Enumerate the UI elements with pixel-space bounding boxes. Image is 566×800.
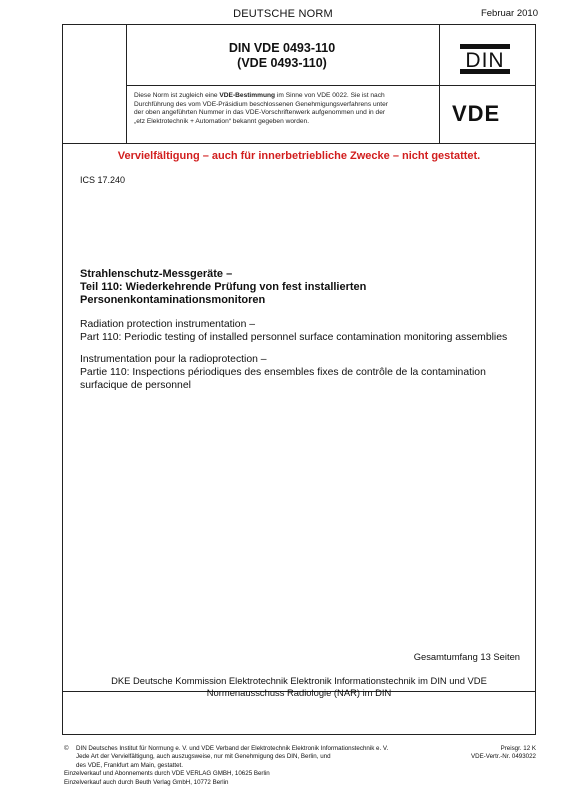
ics-code: ICS 17.240 <box>80 175 126 185</box>
vde-note-rest: im Sinne von VDE 0022. Sie ist nach <box>275 92 385 99</box>
document-number <box>126 41 438 71</box>
title-english-line2: Part 110: Periodic testing of installed personnel surface contamination monitoring assemblies <box>80 332 508 343</box>
copyright-footer <box>64 745 434 787</box>
title-german-line2: Teil 110: Wiederkehrende Prüfung von fest installierten <box>80 281 367 293</box>
issue-date: Februar 2010 <box>480 8 538 19</box>
frame-rule-header <box>63 143 535 144</box>
copyright-line3: des VDE, Frankfurt am Main, gestattet. <box>76 761 183 769</box>
document-number-primary: DIN VDE 0493-110 <box>228 41 336 55</box>
sales-line1: Einzelverkauf und Abonnements durch VDE VERLAG GMBH, 10625 Berlin <box>64 770 270 778</box>
vde-note-line3: der oben angeführten Nummer in das VDE-Vorschriftenwerk aufgenommen und in der <box>134 109 386 117</box>
title-french-line1: Instrumentation pour la radioprotection – <box>80 354 267 365</box>
title-french-line3: surfacique de personnel <box>80 380 191 391</box>
title-german <box>80 268 520 307</box>
title-english-line1: Radiation protection instrumentation – <box>80 319 256 330</box>
vde-note-line2: Durchführung des vom VDE-Präsidium beschlossenen Genehmigungsverfahrens unter <box>134 100 388 108</box>
vde-note-line4: „etz Elektrotechnik + Automation“ bekannt gegeben worden. <box>134 117 310 125</box>
din-logo <box>459 43 511 80</box>
frame-rule-logo <box>126 85 536 86</box>
vde-designation-note <box>134 92 434 126</box>
svg-text:DIN: DIN <box>465 49 505 72</box>
title-german-line1: Strahlenschutz-Messgeräte – <box>80 268 233 280</box>
committee-line2: Normenausschuss Radiologie (NAR) im DIN <box>206 687 392 698</box>
vde-order-number: VDE-Vertr.-Nr. 0493022 <box>471 753 536 761</box>
price-info <box>471 745 536 762</box>
vde-logo <box>452 101 500 127</box>
title-french-line2: Partie 110: Inspections périodiques des ensembles fixes de contrôle de la contamination <box>80 367 486 378</box>
reproduction-notice: Vervielfältigung – auch für innerbetriebliche Zwecke – nicht gestattet. <box>117 150 481 162</box>
copyright-symbol: © <box>64 745 69 752</box>
vde-logo-text: VDE <box>452 101 501 126</box>
committee-line1: DKE Deutsche Kommission Elektrotechnik Elektronik Informationstechnik im DIN und VDE <box>111 675 487 686</box>
price-group: Preisgr. 12 K <box>500 745 536 752</box>
total-pages: Gesamtumfang 13 Seiten <box>413 651 520 662</box>
vde-note-bold: VDE-Bestimmung <box>219 92 276 99</box>
frame-divider-right <box>439 25 440 143</box>
document-number-secondary: (VDE 0493-110) <box>237 56 327 70</box>
title-english <box>80 318 520 344</box>
copyright-line2: Jede Art der Vervielfältigung, auch auszugsweise, nur mit Genehmigung des DIN, Berlin, und <box>76 753 331 761</box>
sales-line2: Einzelverkauf auch durch Beuth Verlag GmbH, 10772 Berlin <box>64 778 229 786</box>
title-german-line3: Personenkontaminationsmonitoren <box>80 294 266 306</box>
standard-type-header: DEUTSCHE NORM <box>233 8 333 20</box>
title-french <box>80 353 520 392</box>
copyright-line1: DIN Deutsches Institut für Normung e. V. und VDE Verband der Elektrotechnik Elektronik Informationstechnik e. V. <box>76 745 389 752</box>
vde-note-prefix: Diese Norm ist zugleich eine <box>134 92 220 99</box>
responsible-committee <box>62 675 536 699</box>
